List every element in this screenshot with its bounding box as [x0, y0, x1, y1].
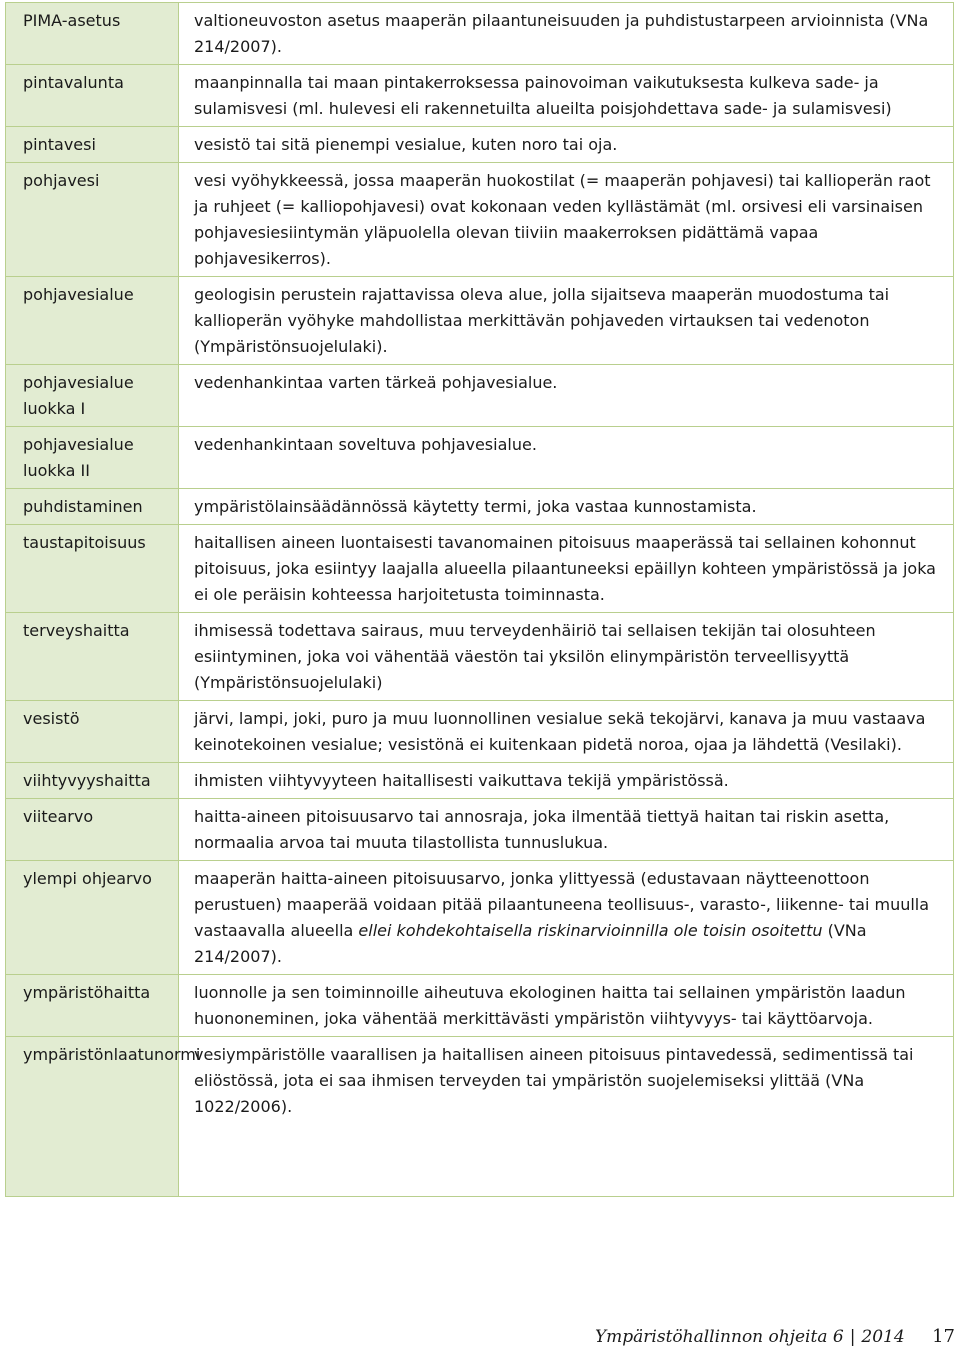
glossary-row — [6, 277, 954, 365]
glossary-term: ylempi ohjearvo — [6, 861, 179, 975]
glossary-row — [6, 763, 954, 799]
glossary-row — [6, 975, 954, 1037]
glossary-definition: ympäristölainsäädännössä käytetty termi, joka vastaa kunnostamista. — [179, 489, 954, 525]
glossary-definition: luonnolle ja sen toiminnoille aiheutuva ekologinen haitta tai sellainen ympäristön laadun huononeminen, joka vähentää merkittävästi ympäristön viihtyvyys- tai käyttöarvoja. — [179, 975, 954, 1037]
glossary-term: PIMA-asetus — [6, 3, 179, 65]
glossary-definition: järvi, lampi, joki, puro ja muu luonnollinen vesialue sekä tekojärvi, kanava ja muu vastaava keinotekoinen vesialue; vesistönä ei kuitenkaan pidetä noroa, ojaa ja lähdettä (Vesilaki). — [179, 701, 954, 763]
glossary-term: pohjavesialue luokka II — [6, 427, 179, 489]
glossary-row — [6, 799, 954, 861]
glossary-row — [6, 127, 954, 163]
glossary-term: pintavesi — [6, 127, 179, 163]
definition-text: maaperän haitta-aineen pitoisuusarvo, jonka ylittyessä (edustavaan näytteenottoon perustuen) maaperää voidaan pitää pilaantuneena teollisuus-, varasto-, liikenne- tai muulla vastaavalla alueella — [194, 869, 930, 940]
glossary-term: ympäristönlaatunormi — [6, 1037, 179, 1197]
glossary-term: taustapitoisuus — [6, 525, 179, 613]
glossary-term: pintavalunta — [6, 65, 179, 127]
glossary-row — [6, 613, 954, 701]
glossary-row — [6, 489, 954, 525]
publication-year: 2014 — [861, 1327, 905, 1347]
page-number: 17 — [932, 1326, 955, 1347]
glossary-row — [6, 861, 954, 975]
glossary-definition: ihmisessä todettava sairaus, muu terveydenhäiriö tai sellaisen tekijän tai olosuhteen esiintyminen, joka voi vähentää väestön tai yksilön elinympäristön terveellisyyttä (Ympäristönsuojelulaki) — [179, 613, 954, 701]
glossary-definition: ihmisten viihtyvyyteen haitallisesti vaikuttava tekijä ympäristössä. — [179, 763, 954, 799]
glossary-definition: geologisin perustein rajattavissa oleva alue, jolla sijaitseva maaperän muodostuma tai kallioperän vyöhyke mahdollistaa merkittävän pohjaveden virtauksen tai vedenoton (Ympäristönsuojelulaki). — [179, 277, 954, 365]
glossary-definition: vedenhankintaan soveltuva pohjavesialue. — [179, 427, 954, 489]
glossary-term: vesistö — [6, 701, 179, 763]
glossary-term: ympäristöhaitta — [6, 975, 179, 1037]
glossary-definition: haitta-aineen pitoisuusarvo tai annosraja, joka ilmentää tiettyä haitan tai riskin asetta, normaalia arvoa tai muuta tilastollista tunnuslukua. — [179, 799, 954, 861]
glossary-definition: valtioneuvoston asetus maaperän pilaantuneisuuden ja puhdistustarpeen arvioinnista (VNa 214/2007). — [179, 3, 954, 65]
glossary-term: pohjavesi — [6, 163, 179, 277]
glossary-row — [6, 701, 954, 763]
glossary-table — [5, 2, 954, 1197]
glossary-row — [6, 3, 954, 65]
glossary-definition: haitallisen aineen luontaisesti tavanomainen pitoisuus maaperässä tai sellainen kohonnut pitoisuus, joka esiintyy laajalla alueella pilaantuneeksi epäillyn kohteen ympäristössä ja joka ei ole peräisin kohteessa harjoitetusta toiminnasta. — [179, 525, 954, 613]
page-footer — [595, 1326, 955, 1348]
glossary-definition: vesi vyöhykkeessä, jossa maaperän huokostilat (= maaperän pohjavesi) tai kallioperän raot ja ruhjeet (= kalliopohjavesi) ovat kokonaan veden kyllästämät (ml. orsivesi eli varsinaisen pohjavesiesiintymän yläpuolella olevan tiiviin maakerroksen pidättämä vapaa pohjavesikerros). — [179, 163, 954, 277]
glossary-row — [6, 427, 954, 489]
glossary-row — [6, 525, 954, 613]
glossary-row — [6, 365, 954, 427]
glossary-row — [6, 163, 954, 277]
footer-separator: | — [849, 1327, 856, 1347]
glossary-row — [6, 1037, 954, 1197]
publication-name: Ympäristöhallinnon ohjeita — [594, 1327, 828, 1347]
glossary-term: puhdistaminen — [6, 489, 179, 525]
glossary-term: viihtyvyyshaitta — [6, 763, 179, 799]
glossary-row — [6, 65, 954, 127]
definition-italic-text: ellei kohdekohtaisella riskinarvioinnilla ole toisin osoitettu — [358, 921, 823, 940]
glossary-term: terveyshaitta — [6, 613, 179, 701]
glossary-term: pohjavesialue luokka I — [6, 365, 179, 427]
glossary-definition: vesiympäristölle vaarallisen ja haitallisen aineen pitoisuus pintavedessä, sedimentissä tai eliöstössä, jota ei saa ihmisen terveyden tai ympäristön suojelemiseksi ylittää (VNa 1022/2006). — [179, 1037, 954, 1197]
glossary-term: viitearvo — [6, 799, 179, 861]
glossary-definition: vesistö tai sitä pienempi vesialue, kuten noro tai oja. — [179, 127, 954, 163]
glossary-term: pohjavesialue — [6, 277, 179, 365]
glossary-definition: vedenhankintaa varten tärkeä pohjavesialue. — [179, 365, 954, 427]
glossary-definition — [179, 861, 954, 975]
definition-text: (VNa 214/2007). — [194, 921, 867, 966]
issue-number: 6 — [832, 1327, 844, 1347]
glossary-definition: maanpinnalla tai maan pintakerroksessa painovoiman vaikutuksesta kulkeva sade- ja sulamisvesi (ml. hulevesi eli rakennetuilta alueilta poisjohdettava sade- ja sulamisvesi) — [179, 65, 954, 127]
